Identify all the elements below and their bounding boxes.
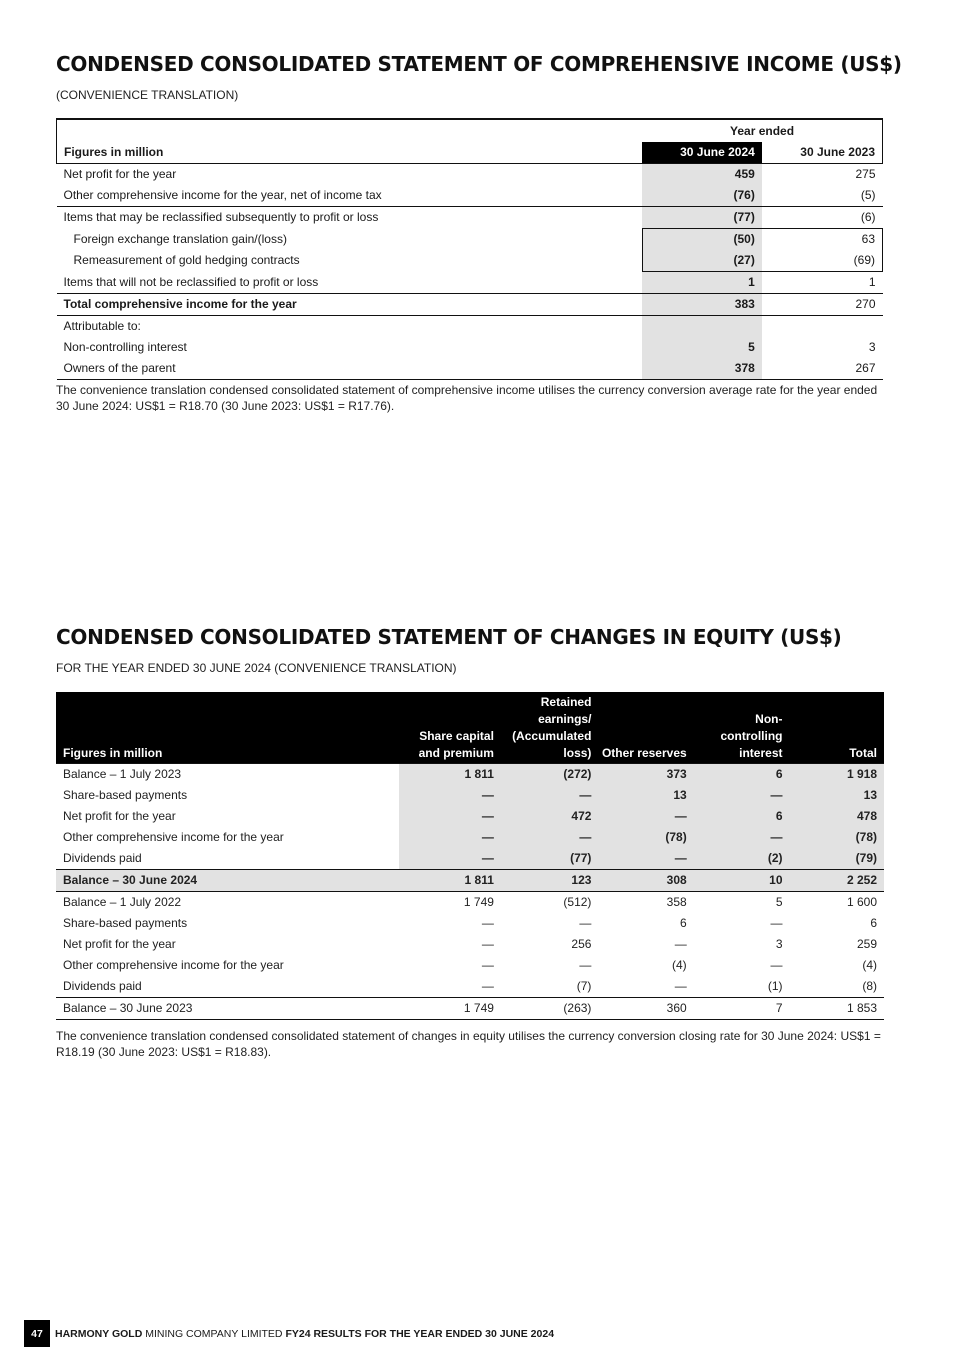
table-row [57,358,883,380]
table-row [56,806,884,827]
value-2023: 1 [868,275,876,289]
row-label: Share-based payments [63,916,188,930]
table-row [56,785,884,806]
year-ended-label: Year ended [642,119,882,142]
nci-value: — [694,827,790,848]
value-2024 [642,316,762,338]
retained-earnings-value: — [579,958,592,972]
other-reserves-value: — [598,806,693,827]
table-row [56,892,884,914]
row-label: Balance – 30 June 2023 [56,998,399,1020]
nci-value: — [770,916,783,930]
other-reserves-value: 6 [680,916,687,930]
table-row [57,250,883,272]
row-label: Net profit for the year [63,809,176,823]
value-2023: 267 [762,358,883,380]
row-label: Owners of the parent [57,358,643,380]
nci-value: — [694,785,790,806]
table-row [56,934,884,955]
share-capital-value: — [399,848,501,870]
nci-value: (1) [767,979,783,993]
table-row [57,229,883,251]
row-label: Other comprehensive income for the year [63,830,284,844]
table-row [56,976,884,998]
value-2024: 378 [642,358,762,380]
total-value: (8) [862,979,877,993]
row-label: Attributable to: [63,319,141,333]
row-label: Items that will not be reclassified to profit or loss [63,274,319,289]
nci-value: 10 [694,870,790,892]
table-row [57,185,883,207]
equity-title: CONDENSED CONSOLIDATED STATEMENT OF CHANGES IN EQUITY (US$) [56,625,842,649]
equity-note: The convenience translation condensed consolidated statement of changes in equity utilises the currency conversion closing rate for 30 June 2024: US$1 = R18.19 (30 June 2023: US$1 = R18.83). [56,1029,881,1059]
share-capital-value: — [481,979,494,993]
row-label: Share-based payments [63,788,188,802]
share-capital-value: 1 811 [399,764,501,786]
total-header: Total [790,692,885,764]
value-2024: 383 [642,294,762,316]
row-label: Foreign exchange translation gain/(loss) [73,231,287,246]
equity-subtitle: FOR THE YEAR ENDED 30 JUNE 2024 (CONVENIENCE TRANSLATION) [56,661,457,675]
total-value: 259 [856,937,877,951]
col-2023-header: 30 June 2023 [762,142,883,164]
share-capital-value: — [399,785,501,806]
share-capital-value: — [481,916,494,930]
other-reserves-value: — [674,979,687,993]
value-2024: 1 [642,272,762,294]
col-2024-header: 30 June 2024 [642,142,762,164]
row-label: Items that may be reclassified subsequently to profit or loss [57,207,643,229]
other-reserves-value: (78) [598,827,693,848]
total-value: (4) [862,958,877,972]
other-reserves-header: Other reserves [598,692,693,764]
total-value: (79) [790,848,885,870]
total-value: (78) [790,827,885,848]
table-row [57,316,883,338]
table-row [57,207,883,229]
page-footer [24,1320,554,1347]
figures-in-million-header: Figures in million [57,142,643,164]
row-label: Total comprehensive income for the year [57,294,643,316]
other-reserves-value: 358 [666,895,687,909]
changes-in-equity-table [56,692,884,1020]
income-note: The convenience translation condensed consolidated statement of comprehensive income utilises the currency conversion average rate for the year ended 30 June 2024: US$1 = R18.70 (30 June 2023: US$1 = R17.76). [56,383,878,413]
column-header-row [57,142,883,164]
nci-value: 6 [694,806,790,827]
table-row [57,337,883,358]
share-capital-value: — [481,958,494,972]
retained-earnings-value: (7) [576,979,592,993]
row-label: Dividends paid [63,851,142,865]
income-title: CONDENSED CONSOLIDATED STATEMENT OF COMPREHENSIVE INCOME (US$) [56,52,902,76]
retained-earnings-value: (77) [501,848,599,870]
value-2023: (69) [762,250,883,272]
share-capital-value: 1 811 [399,870,501,892]
other-reserves-value: 13 [598,785,693,806]
value-2024: (77) [642,207,762,229]
nci-value: 6 [694,764,790,786]
value-2024: (76) [642,185,762,207]
share-capital-value: — [399,827,501,848]
year-ended-header-row [57,119,883,142]
retained-earnings-value: — [579,916,592,930]
company-name-bold: HARMONY GOLD [55,1327,143,1340]
other-reserves-value: — [674,937,687,951]
row-label: Dividends paid [63,979,142,993]
page-number: 47 [24,1320,50,1347]
table-row [56,848,884,870]
total-value: 6 [870,916,877,930]
value-2024: (50) [642,229,762,251]
table-row [57,272,883,294]
total-value: 13 [790,785,885,806]
value-2023: (5) [860,188,876,202]
retained-earnings-value: (263) [501,998,599,1020]
value-2023: 270 [762,294,883,316]
value-2024: 5 [642,337,762,358]
retained-earnings-value: 472 [501,806,599,827]
total-value: 2 252 [790,870,885,892]
row-label: Non-controlling interest [63,340,187,354]
total-value: 478 [790,806,885,827]
company-name-rest: MINING COMPANY LIMITED [142,1327,286,1340]
total-row [57,294,883,316]
report-title: FY24 RESULTS FOR THE YEAR ENDED 30 JUNE 2024 [285,1327,555,1340]
equity-header-row [56,692,884,764]
retained-earnings-header: Retained earnings/ (Accumulated loss) [501,692,599,764]
non-controlling-interest-header: Non-controlling interest [694,692,790,764]
share-capital-value: — [399,806,501,827]
nci-value: 5 [775,895,783,909]
table-row [57,164,883,186]
value-2024: (27) [642,250,762,272]
row-label: Balance – 1 July 2022 [63,895,182,909]
nci-value: — [770,958,783,972]
share-capital-value: — [481,937,494,951]
value-2023: (6) [762,207,883,229]
table-row [56,827,884,848]
value-2023: 63 [762,229,883,251]
nci-value: 7 [694,998,790,1020]
value-2023: 3 [868,340,876,354]
income-subtitle: (CONVENIENCE TRANSLATION) [56,88,239,102]
row-label: Balance – 1 July 2023 [56,764,399,786]
share-capital-header: Share capital and premium [399,692,501,764]
retained-earnings-value: — [501,827,599,848]
share-capital-value: 1 749 [463,895,494,909]
row-label: Net profit for the year [63,937,176,951]
other-reserves-value: (4) [672,958,687,972]
nci-value: (2) [694,848,790,870]
total-value: 1 918 [790,764,885,786]
row-label: Remeasurement of gold hedging contracts [73,253,300,268]
table-row [56,913,884,934]
figures-in-million-header: Figures in million [56,692,399,764]
share-capital-value: 1 749 [399,998,501,1020]
row-label: Net profit for the year [63,167,177,181]
row-label: Balance – 30 June 2024 [56,870,399,892]
retained-earnings-value: (272) [501,764,599,786]
other-reserves-value: 360 [598,998,693,1020]
retained-earnings-value: 256 [571,937,592,951]
other-reserves-value: 373 [598,764,693,786]
other-reserves-value: 308 [598,870,693,892]
row-label: Other comprehensive income for the year [63,958,284,972]
value-2023 [762,316,883,338]
value-2024: 459 [642,164,762,186]
retained-earnings-value: 123 [501,870,599,892]
table-row [56,955,884,976]
nci-value: 3 [775,937,783,951]
value-2023: 275 [855,167,876,181]
retained-earnings-value: (512) [563,895,592,909]
total-value: 1 853 [790,998,885,1020]
balance-row [56,998,884,1020]
row-label: Other comprehensive income for the year, net of income tax [63,188,382,202]
comprehensive-income-table [56,118,883,380]
balance-row [56,870,884,892]
table-row [56,764,884,786]
retained-earnings-value: — [501,785,599,806]
total-value: 1 600 [846,895,877,909]
other-reserves-value: — [598,848,693,870]
